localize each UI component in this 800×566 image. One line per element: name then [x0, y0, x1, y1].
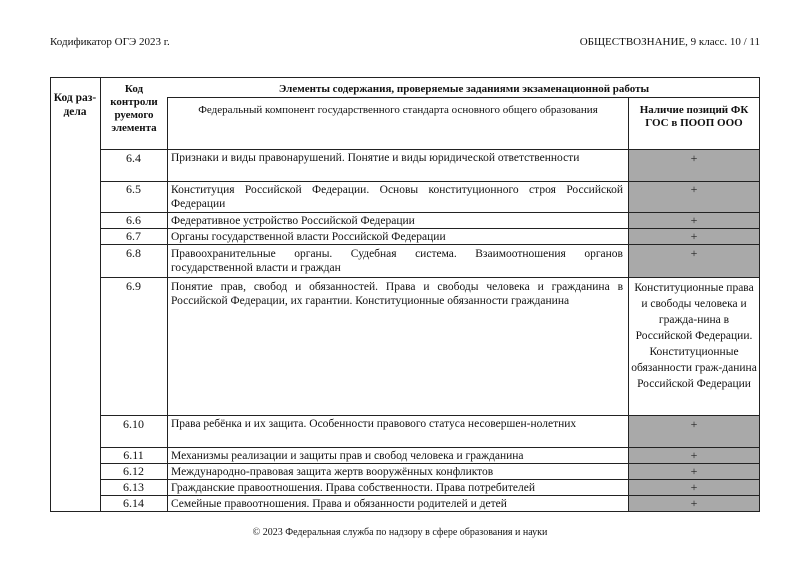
header-left: Кодификатор ОГЭ 2023 г. — [50, 36, 170, 48]
header-element-code: Код контроли руемого элемента — [110, 83, 158, 134]
row-code: 6.12 — [123, 464, 144, 478]
header-section-code: Код раз- дела — [53, 92, 97, 118]
row-text: Механизмы реализации и защиты прав и свобод человека и гражданина — [171, 450, 524, 462]
row-text: Семейные правоотношения. Права и обязанности родителей и детей — [171, 498, 507, 510]
header-right: ОБЩЕСТВОЗНАНИЕ, 9 класс. 10 / 11 — [579, 36, 760, 48]
row-text: Конституция Российской Федерации. Основы конституционного строя Российской Федерации — [171, 184, 623, 210]
row-mark: + — [690, 448, 698, 462]
row-mark: + — [690, 417, 698, 431]
row-mark: + — [690, 182, 698, 196]
col-divider — [167, 97, 168, 512]
row-mark: + — [690, 229, 698, 243]
row-mark: + — [690, 213, 698, 227]
row-mark: + — [690, 480, 698, 494]
row-code: 6.10 — [123, 417, 144, 431]
row-divider — [167, 97, 760, 98]
row-mark: + — [690, 246, 698, 260]
row-code: 6.6 — [126, 213, 141, 227]
row-code: 6.13 — [123, 480, 144, 494]
row-code: 6.5 — [126, 182, 141, 196]
row-code: 6.11 — [123, 448, 144, 462]
row-mark-text: Конституционные права и свободы человека и гражда-нина в Российской Федерации. Конституционные обязанности граж-данина Российской Федерации — [631, 282, 757, 390]
row-mark: + — [690, 151, 698, 165]
header-presence: Наличие позиций ФК ГОС в ПООП ООО — [639, 104, 749, 129]
codifier-table — [50, 77, 760, 512]
row-text: Понятие прав, свобод и обязанностей. Права и свободы человека и гражданина в Российской Федерации, их гарантии. Конституционные обязанности гражданина — [171, 281, 623, 307]
row-divider — [100, 277, 760, 278]
row-text: Федеративное устройство Российской Федерации — [171, 215, 415, 227]
row-code: 6.8 — [126, 246, 141, 260]
row-code: 6.14 — [123, 496, 144, 510]
row-mark: + — [690, 496, 698, 510]
row-text: Международно-правовая защита жертв вооружённых конфликтов — [171, 466, 494, 478]
row-text: Органы государственной власти Российской Федерации — [171, 231, 446, 243]
header-content-elements: Элементы содержания, проверяемые заданиями экзаменационной работы — [278, 83, 650, 95]
row-text: Гражданские правоотношения. Права собственности. Права потребителей — [171, 482, 536, 494]
row-text: Правоохранительные органы. Судебная система. Взаимоотношения органов государственной власти и граждан — [171, 248, 623, 274]
row-text: Признаки и виды правонарушений. Понятие и виды юридической ответственности — [171, 152, 580, 164]
footer-copyright: © 2023 Федеральная служба по надзору в сфере образования и науки — [252, 527, 548, 538]
row-mark: + — [690, 464, 698, 478]
row-text: Права ребёнка и их защита. Особенности правового статуса несовершен-нолетних — [171, 418, 577, 430]
row-code: 6.9 — [126, 279, 141, 293]
row-code: 6.4 — [126, 151, 141, 165]
header-federal-component: Федеральный компонент государственного стандарта основного общего образования — [198, 104, 598, 116]
row-code: 6.7 — [126, 229, 141, 243]
